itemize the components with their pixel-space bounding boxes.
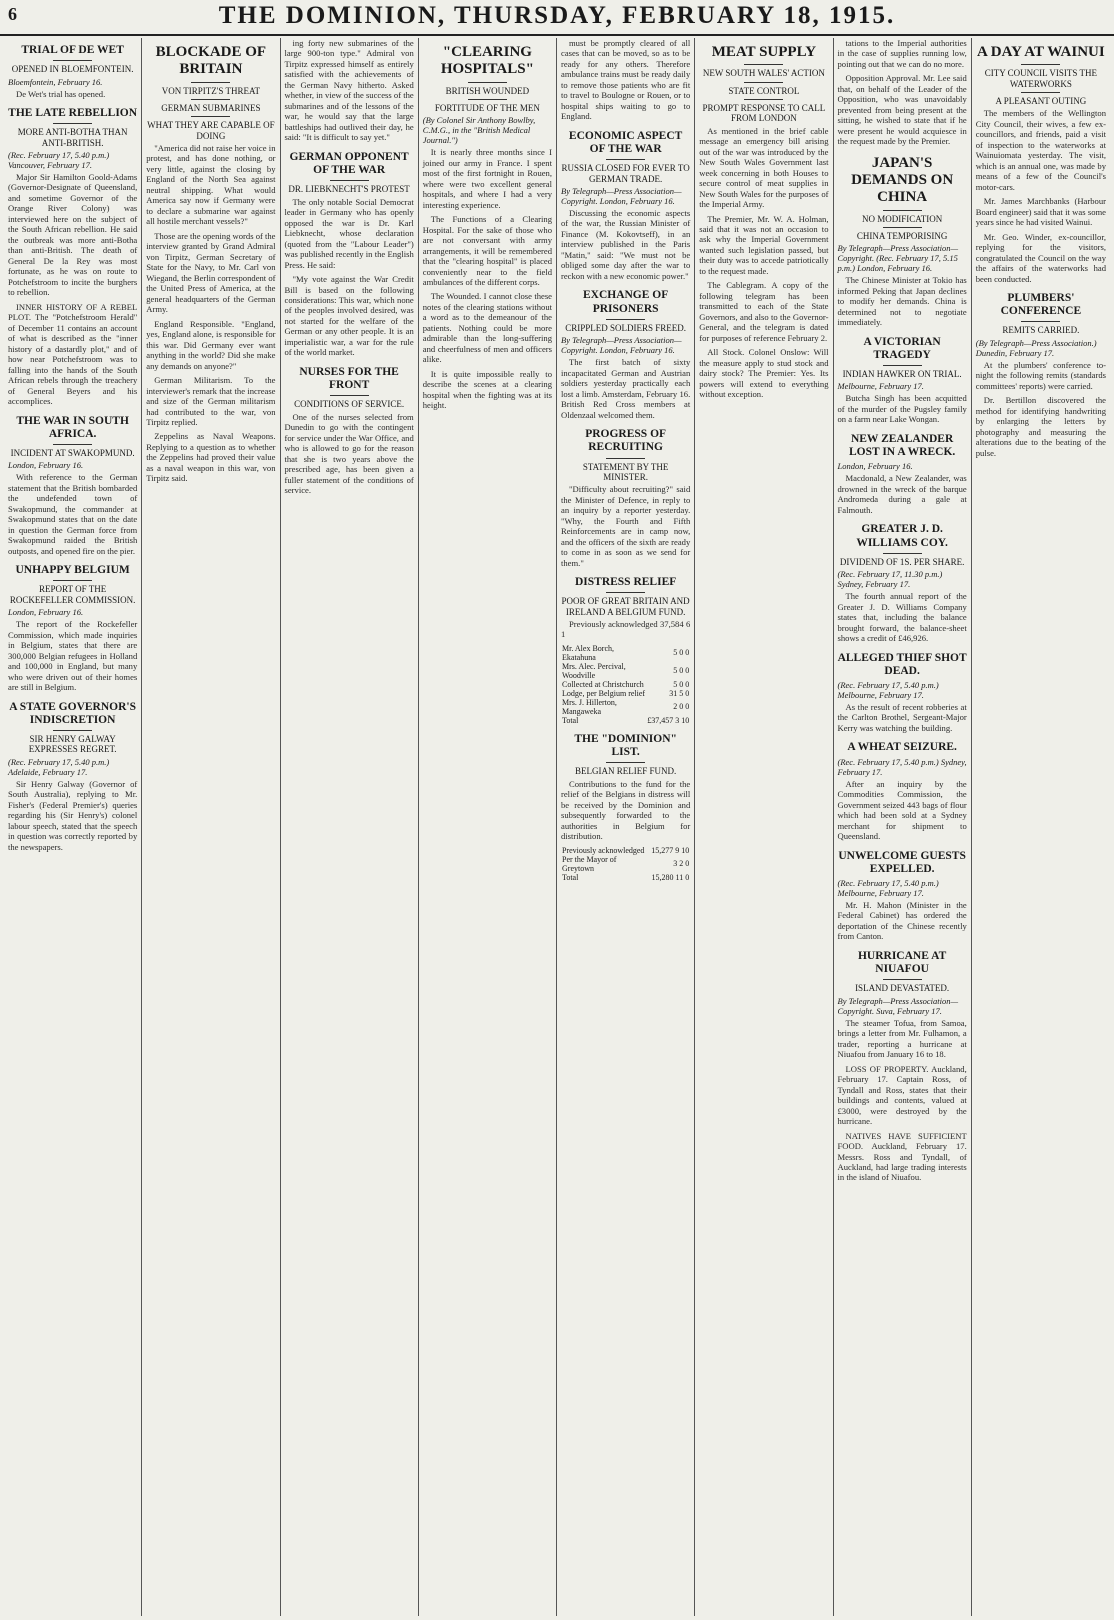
article-headline: BLOCKADE OF BRITAIN <box>155 44 267 78</box>
donor-name: Mr. Alex Borch, Ekatahuna <box>562 643 614 662</box>
article-headline: THE WAR IN SOUTH AFRICA. <box>16 414 129 440</box>
article-headline: PROGRESS OF RECRUITING <box>585 428 667 454</box>
article-subheadline: BRITISH WOUNDED <box>445 85 530 96</box>
article-subheadline: RUSSIA CLOSED FOR EVER TO GERMAN TRADE. <box>561 163 690 184</box>
article-paragraph: Mr. James Marchbanks (Harbour Board engineer) said that it was some years since he had visited Wainui. <box>975 196 1106 228</box>
article-subheadline: SIR HENRY GALWAY EXPRESSES REGRET. <box>28 734 117 755</box>
article-paragraph: One of the nurses selected from Dunedin to go with the contingent for service under the War Office, and who is allowed to go for the reason that she is two years above the prescribed age, has been given a fuller statement of the conditions of service. <box>284 411 414 496</box>
donation-amount: 3 2 0 <box>673 859 690 869</box>
article <box>561 130 690 282</box>
article-paragraph: The only notable Social Democrat leader in Germany who has openly opposed the war is Dr. Karl Liebknecht, whose declaration (quoted from the "Labour Leader") was published recently in the English Press. He said: <box>284 196 414 270</box>
article <box>838 336 967 425</box>
donation-table <box>561 846 690 882</box>
article-subheadline: WHAT THEY ARE CAPABLE OF DOING <box>147 120 275 141</box>
donor-name: Total <box>562 715 579 725</box>
article-subheadline: REMITS CARRIED. <box>1002 325 1080 336</box>
donation-amount: 2 0 0 <box>673 702 690 712</box>
article <box>838 433 967 515</box>
headline-rule <box>883 553 922 554</box>
article-headline: HURRICANE AT NIUAFOU <box>857 949 947 976</box>
newspaper-title: THE DOMINION, THURSDAY, FEBRUARY 18, 1915. <box>218 2 896 29</box>
article <box>423 44 552 411</box>
article-headline: NEW ZEALANDER LOST IN A WRECK. <box>848 432 956 459</box>
article-paragraph: tations to the Imperial authorities in the case of supplies running low, pointing out that we can do no more. <box>837 38 967 69</box>
article-headline: TRIAL OF DE WET <box>21 44 124 56</box>
article-paragraph: Mr. Geo. Winder, ex-councillor, replying for the visitors, congratulated the Council on the way the affairs of the waterworks had been conducted. <box>975 231 1106 284</box>
article-paragraph: Macdonald, a New Zealander, was drowned in the wreck of the barque Andromeda during a gale at Falmouth. <box>837 473 967 515</box>
donor-name: Total <box>562 872 579 882</box>
headline-rule <box>53 123 92 124</box>
donor-name: Previously acknowledged <box>562 845 645 855</box>
column-4 <box>419 38 557 1616</box>
article <box>8 415 137 557</box>
donation-amount: 5 0 0 <box>673 648 690 658</box>
headline-rule <box>606 319 645 320</box>
headline-rule <box>883 210 922 211</box>
donor-name: Collected at Christchurch <box>562 679 644 689</box>
article-paragraph: The Cablegram. A copy of the following telegram has been transmitted to each of the State Governors, and also to the Governor-General, and the telegram is dated for purposes of reference February 2. <box>699 280 829 343</box>
article-dateline: By Telegraph—Press Association—Copyright. London, February 16. <box>561 186 682 206</box>
article-paragraph: German Militarism. To the interviewer's remark that the increase and size of the German militarism had contributed to the war, von Tirpitz replied. <box>146 375 276 427</box>
article-subheadline: VON TIRPITZ'S THREAT <box>161 85 261 96</box>
donor-name: Mrs. Alec. Percival, Woodville <box>562 661 626 680</box>
article-paragraph: The Wounded. I cannot close these notes of the clearing stations without a word as to the demeanour of the patients. Nothing could be more admirable than the long-suffering and cheerfulness of men and officers alike. <box>422 291 552 365</box>
donation-row <box>561 846 690 855</box>
headline-rule <box>606 762 645 763</box>
article <box>976 44 1106 284</box>
article-paragraph: Discussing the economic aspects of the war, the Russian Minister of Finance (M. Kokovtseff), in an interview published in the Paris "Matin," said: "We must not be obliged some day after the war to reckon with a new economic power." <box>561 208 691 281</box>
column-5 <box>557 38 695 1616</box>
article <box>561 576 690 725</box>
article-headline: ALLEGED THIEF SHOT DEAD. <box>837 651 967 677</box>
article-paragraph: NATIVES HAVE SUFFICIENT FOOD. Auckland, February 17. Messrs. Ross and Tyndall, of Auckland, had large trading interests in the island of Niuafou. <box>837 1130 967 1183</box>
article-headline: GREATER J. D. WILLIAMS COY. <box>856 523 948 549</box>
donation-row <box>561 716 690 725</box>
article-dateline: London, February 16. <box>8 460 84 471</box>
article-headline: ECONOMIC ASPECT OF THE WAR <box>568 129 683 156</box>
article-paragraph: It is nearly three months since I joined our army in France. I spent most of the first fortnight in Rouen, where were two excellent general hospitals, and where I had a very interesting experience. <box>422 147 552 210</box>
article-dateline: (Rec. February 17, 5.40 p.m.) Adelaide, February 17. <box>8 756 110 777</box>
article-subheadline: CONDITIONS OF SERVICE. <box>294 399 405 410</box>
article-headline: DISTRESS RELIEF <box>574 576 677 589</box>
article-paragraph: As mentioned in the brief cable message an emergency bill arising out of the war was introduced by the New South Wales Government last week concerning in both Houses to secure control of meat supplies in New South Wales for the purposes of the Imperial Army. <box>699 125 829 210</box>
article-headline: THE LATE REBELLION <box>8 107 138 120</box>
headline-rule <box>883 227 922 228</box>
article <box>561 733 690 882</box>
headline-rule <box>1021 321 1060 322</box>
article <box>561 428 690 568</box>
headline-rule <box>191 99 230 100</box>
article-headline: MEAT SUPPLY <box>711 44 817 60</box>
article-subheadline: CRIPPLED SOLDIERS FREED. <box>565 322 687 333</box>
article-paragraph: At the plumbers' conference to-night the following remits (standards committees' reports) were carried. <box>975 359 1106 391</box>
article-dateline: (Rec. February 17, 11.30 p.m.) Sydney, February 17. <box>837 569 943 590</box>
article-headline: A WHEAT SEIZURE. <box>847 741 957 754</box>
article-paragraph: Zeppelins as Naval Weapons. Replying to a question as to whether the Zeppelins had proved their value as a naval weapon in this war, von Tirpitz said. <box>146 431 276 484</box>
headline-rule <box>744 64 783 65</box>
article <box>838 523 967 643</box>
page-number: 6 <box>8 4 17 24</box>
article-paragraph: As the result of recent robberies at the Carlton Brothel, Sergeant-Major Kerry was watching the building. <box>837 701 967 733</box>
donation-amount: £37,457 3 10 <box>647 715 690 725</box>
article-paragraph: After an inquiry by the Commodities Commission, the Government seized 443 bags of flour which had been sold at a Sydney merchant for shipment to Queensland. <box>837 778 967 842</box>
donation-row <box>561 680 690 689</box>
donation-amount: 15,280 11 0 <box>651 872 690 882</box>
article-dateline: By Telegraph—Press Association—Copyright. (Rec. February 17, 5.15 p.m.) London, February 16. <box>837 243 959 274</box>
donation-row <box>561 644 690 662</box>
article-headline: GERMAN OPPONENT OF THE WAR <box>289 150 409 177</box>
headline-rule <box>883 365 922 366</box>
headline-rule <box>191 116 230 117</box>
article <box>699 44 828 400</box>
article-headline: "CLEARING HOSPITALS" <box>440 44 534 78</box>
article-subheadline: STATEMENT BY THE MINISTER. <box>582 461 669 482</box>
article-paragraph: All Stock. Colonel Onslow: Will the measure apply to stud stock and dairy stock? The Premier: Yes. Its powers will extend to everything without exception. <box>699 347 829 400</box>
article <box>838 741 967 841</box>
column-7 <box>834 38 972 1616</box>
donation-amount: 5 0 0 <box>673 666 690 676</box>
article-paragraph: The fourth annual report of the Greater J. D. Williams Company states that, including the balance brought forward, the balance-sheet shows a credit of £46,926. <box>837 591 967 644</box>
article-paragraph: Opposition Approval. Mr. Lee said that, on behalf of the Leader of the Opposition, who was unavoidably prevented from being present at the sitting, he wished to state that if he were present he would acquiesce in the request made by the Premier. <box>837 73 967 147</box>
headline-rule <box>53 60 92 61</box>
article <box>838 950 967 1183</box>
article-headline: UNHAPPY BELGIUM <box>15 564 130 577</box>
donation-row <box>561 873 690 882</box>
article-headline: PLUMBERS' CONFERENCE <box>1000 292 1082 318</box>
article <box>8 107 137 407</box>
article-subheadline: PROMPT RESPONSE TO CALL FROM LONDON <box>702 102 826 124</box>
donation-row <box>561 662 690 680</box>
article-headline: A STATE GOVERNOR'S INDISCRETION <box>9 700 136 726</box>
article-paragraph: "My vote against the War Credit Bill is based on the following considerations: This war, which none of the peoples involved desired, was not started for the welfare of the German or any other people. It is an imperialistic war, a war for the rule of the world market. <box>284 274 414 358</box>
donation-table <box>561 644 690 725</box>
headline-rule <box>606 592 645 593</box>
headline-rule <box>744 99 783 100</box>
article-paragraph: "Difficulty about recruiting?" said the Minister of Defence, in reply to an inquiry by a reporter yesterday. "Why, the Fourth and Fifth Reinforcements are in camp now, and the officers of the sixth are ready to come in as soon as we send for them." <box>561 484 691 568</box>
article-paragraph: Previously acknowledged 37,584 6 1 <box>561 618 691 640</box>
article-dateline: London, February 16. <box>8 607 84 618</box>
article-subheadline: GERMAN SUBMARINES <box>161 102 261 113</box>
article-paragraph: INNER HISTORY OF A REBEL PLOT. The "Potchefstroom Herald" of December 11 contains an account of what is described as the "inner history of a dastardly plot," and of how near Potchefstroom was to falling into the hands of the South African rebels through the treachery of General Beyers and his accomplices. <box>8 301 138 407</box>
donor-name: Per the Mayor of Greytown <box>562 854 617 873</box>
article-paragraph: Contributions to the fund for the relief of the Belgians in distress will be received by the Dominion and subsequently forwarded to the authorities in Belgium for distribution. <box>561 778 691 842</box>
column-2 <box>142 38 280 1616</box>
donation-amount: 31 5 0 <box>669 688 690 698</box>
news-columns <box>4 38 1110 1616</box>
headline-rule <box>53 730 92 731</box>
donor-name: Lodge, per Belgium relief <box>562 688 646 698</box>
article-subheadline: INCIDENT AT SWAKOPMUND. <box>10 448 135 459</box>
article-dateline: By Telegraph—Press Association—Copyright. Suva, February 17. <box>837 995 959 1016</box>
article-subheadline: DR. LIEBKNECHT'S PROTEST <box>288 184 410 195</box>
article <box>838 38 967 147</box>
column-3 <box>281 38 419 1616</box>
article-subheadline: CHINA TEMPORISING <box>856 230 948 241</box>
article-subheadline: POOR OF GREAT BRITAIN AND IRELAND A BELGIUM FUND. <box>561 596 690 617</box>
article-dateline: (Rec. February 17, 5.40 p.m.) Sydney, February 17. <box>837 756 967 777</box>
article <box>976 292 1106 458</box>
column-1 <box>4 38 142 1616</box>
article-paragraph: ing forty new submarines of the large 900-ton type." Admiral von Tirpitz expressed himself as entirely satisfied with the achievements of the German Navy hitherto. Asked whether, in view of the success of the submarines and of the lessons of the war, he would say that the large battleships had outlived their day, he said: "It is difficult to say yet." <box>284 38 414 143</box>
article-subheadline: INDIAN HAWKER ON TRIAL. <box>842 369 962 380</box>
donation-row <box>561 689 690 698</box>
article-paragraph: It is quite impossible really to describe the scenes at a clearing hospital when the fighting was at its height. <box>422 368 552 411</box>
article <box>838 850 967 942</box>
article-paragraph: Butcha Singh has been acquitted of the murder of the Pugsley family on a farm near Lake Wongan. <box>837 393 967 425</box>
article <box>146 44 275 484</box>
article-paragraph: Sir Henry Galway (Governor of South Australia), replying to Mr. Fisher's (Federal Premier's) queries regarding his (Sir Henry's) colonel labour speech, stated that the speech in question was correctly reported by the newspapers. <box>8 778 138 852</box>
article-headline: A DAY AT WAINUI <box>977 44 1105 60</box>
article-subheadline: MORE ANTI-BOTHA THAN ANTI-BRITISH. <box>17 127 128 148</box>
article <box>8 564 137 692</box>
donation-row <box>561 698 690 716</box>
headline-rule <box>468 82 507 83</box>
donor-name: Mrs. J. Hillerton, Mangaweka <box>562 697 617 716</box>
article-subheadline: FORTITUDE OF THE MEN <box>434 102 540 113</box>
article <box>8 44 137 99</box>
article-paragraph: The report of the Rockefeller Commission, which made inquiries in Belgium, states that there are 300,000 Belgian refugees in Holland and 100,000 in England, but many who were driven out of their homes are still in Belgium. <box>8 619 138 693</box>
article <box>285 151 414 358</box>
headline-rule <box>1021 92 1060 93</box>
article-subheadline: NO MODIFICATION <box>862 213 943 224</box>
column-6 <box>695 38 833 1616</box>
article-dateline: (Rec. February 17, 5.40 p.m.) Melbourne, February 17. <box>837 877 939 898</box>
article-dateline: (By Telegraph—Press Association.) Dunedin, February 17. <box>975 337 1097 358</box>
donation-amount: 5 0 0 <box>673 679 690 689</box>
headline-rule <box>606 159 645 160</box>
article-paragraph: Major Sir Hamilton Goold-Adams (Governor-Designate of Queensland, and sometime Governor of the Orange River Colony) was interviewed here on the subject of the South African rebellion. He said the outbreak was more anti-Botha than anti-British. The death of General De la Rey was most fortunate, as he was on route to Potchefstroom to incite the burghers to rebellion. <box>8 171 138 298</box>
headline-rule <box>883 979 922 980</box>
headline-rule <box>53 580 92 581</box>
article-paragraph: The Chinese Minister at Tokio has informed Peking that Japan declines to modify her demands. China is determined not to negotiate immediately. <box>837 275 967 328</box>
article-paragraph: "America did not raise her voice in protest, and has done nothing, or very little, against the closing by England of the North Sea against neutral shipping. What would America say now if Germany were to declare a submarine war against all hostile merchant vessels?" <box>146 142 276 227</box>
article-paragraph: Dr. Bertillon discovered the method for identifying handwriting by enlarging the letters by photography and measuring the alterations due to the beating of the pulse. <box>975 395 1106 458</box>
article-headline: EXCHANGE OF PRISONERS <box>582 289 669 315</box>
headline-rule <box>1021 64 1060 65</box>
article-dateline: (Rec. February 17, 5.40 p.m.) Vancouver, February 17. <box>8 149 110 170</box>
article-headline: JAPAN'S DEMANDS ON CHINA <box>851 154 954 206</box>
article-paragraph: England Responsible. "England, yes, England alone, is responsible for this war. Did Germany ever want anything in the world? Did she make any demands on anyone?" <box>146 318 276 371</box>
article-headline: THE "DOMINION" LIST. <box>574 732 677 759</box>
article-subheadline: OPENED IN BLOEMFONTEIN. <box>11 64 134 75</box>
article-headline: NURSES FOR THE FRONT <box>299 365 399 392</box>
article-paragraph: The steamer Tofua, from Samoa, brings a letter from Mr. Fulhamon, a trader, reporting a hurricane at Niuafou from January 16 to 18. <box>837 1017 967 1060</box>
headline-rule <box>744 82 783 83</box>
masthead <box>0 0 1114 36</box>
article-paragraph: With reference to the German statement that the British bombarded the undefended town of Swakopmund, the commander at Swakopmund states that on the date in question the German force from Swakopmund raided the British outposts, and opened fire on the pier. <box>8 472 138 556</box>
article-paragraph: Those are the opening words of the interview granted by Grand Admiral von Tirpitz, German Secretary of State for the Navy, to Mr. Carl von Wiegand, the Berlin correspondent of the United Press of America, at the general headquarters of the German Army. <box>146 230 276 315</box>
headline-rule <box>468 99 507 100</box>
column-8 <box>972 38 1110 1616</box>
article-subheadline: STATE CONTROL <box>728 85 800 96</box>
article-paragraph: Mr. H. Mahon (Minister in the Federal Cabinet) has ordered the deportation of the Chinese recently from Canton. <box>837 899 967 942</box>
article-paragraph: LOSS OF PROPERTY. Auckland, February 17. Captain Ross, of Tyndall and Ross, states that their buildings and contents, valued at £3000, were destroyed by the hurricane. <box>837 1063 967 1127</box>
article-paragraph: must be promptly cleared of all cases that can be moved, so as to be ready for any others. Therefore ambulance trains must be ready daily to remove those patients who are fit to travel to Boulogne or Rouen, or to hospital ships waiting to go to England. <box>561 38 691 122</box>
article <box>561 289 690 420</box>
article-subheadline: DIVIDEND OF 1S. PER SHARE. <box>839 556 965 567</box>
article-paragraph: The Functions of a Clearing Hospital. For the sake of those who are not conversant with army arrangements, it will be remembered that the "clearing hospital" is placed conveniently near to the field ambulances of the different corps. <box>422 214 552 287</box>
article <box>285 366 414 496</box>
headline-rule <box>330 180 369 181</box>
article-dateline: (Rec. February 17, 5.40 p.m.) Melbourne, February 17. <box>837 679 939 700</box>
donation-row <box>561 855 690 873</box>
article-dateline: London, February 16. <box>837 461 913 472</box>
article-subheadline: NEW SOUTH WALES' ACTION <box>702 68 825 79</box>
article-headline: UNWELCOME GUESTS EXPELLED. <box>838 849 966 875</box>
headline-rule <box>191 82 230 83</box>
headline-rule <box>330 395 369 396</box>
article-subheadline: A PLEASANT OUTING <box>995 95 1087 106</box>
headline-rule <box>606 458 645 459</box>
article <box>561 38 690 122</box>
article-paragraph: The members of the Wellington City Council, their wives, a few ex-councillors, and friends, paid a visit of inspection to the waterworks at Wainuiomata yesterday. The visit, which is an annual one, was made by means of a few of the Council's motor-cars. <box>975 108 1106 192</box>
article-headline: A VICTORIAN TRAGEDY <box>863 335 941 361</box>
article-subheadline: REPORT OF THE ROCKEFELLER COMMISSION. <box>9 584 136 605</box>
article-subheadline: BELGIAN RELIEF FUND. <box>575 766 677 777</box>
article-paragraph: The Premier, Mr. W. A. Holman, said that it was not an occasion to ask why the Imperial Government wanted such legislation passed, but their duty was to accede patriotically to the request made. <box>699 213 829 276</box>
donation-amount: 15,277 9 10 <box>651 845 690 855</box>
article-dateline: By Telegraph—Press Association—Copyright. London, February 16. <box>561 335 682 356</box>
article <box>838 652 967 734</box>
headline-rule <box>53 444 92 445</box>
article-dateline: (By Colonel Sir Anthony Bowlby, C.M.G., in the "British Medical Journal.") <box>422 115 536 146</box>
article-paragraph: De Wet's trial has opened. <box>16 88 106 99</box>
article-subheadline: CITY COUNCIL VISITS THE WATERWORKS <box>984 68 1097 89</box>
article-subheadline: ISLAND DEVASTATED. <box>855 983 950 994</box>
article <box>8 701 137 853</box>
article <box>285 38 414 143</box>
article <box>838 155 967 328</box>
article-dateline: Melbourne, February 17. <box>837 381 924 392</box>
article-dateline: Bloemfontein, February 16. <box>8 76 103 87</box>
article-paragraph: The first batch of sixty incapacitated German and Austrian soldiers yesterday practically each lost a limb. Amsterdam, February 16. British Red Cross members at Oldenzaal welcomed them. <box>561 357 691 420</box>
